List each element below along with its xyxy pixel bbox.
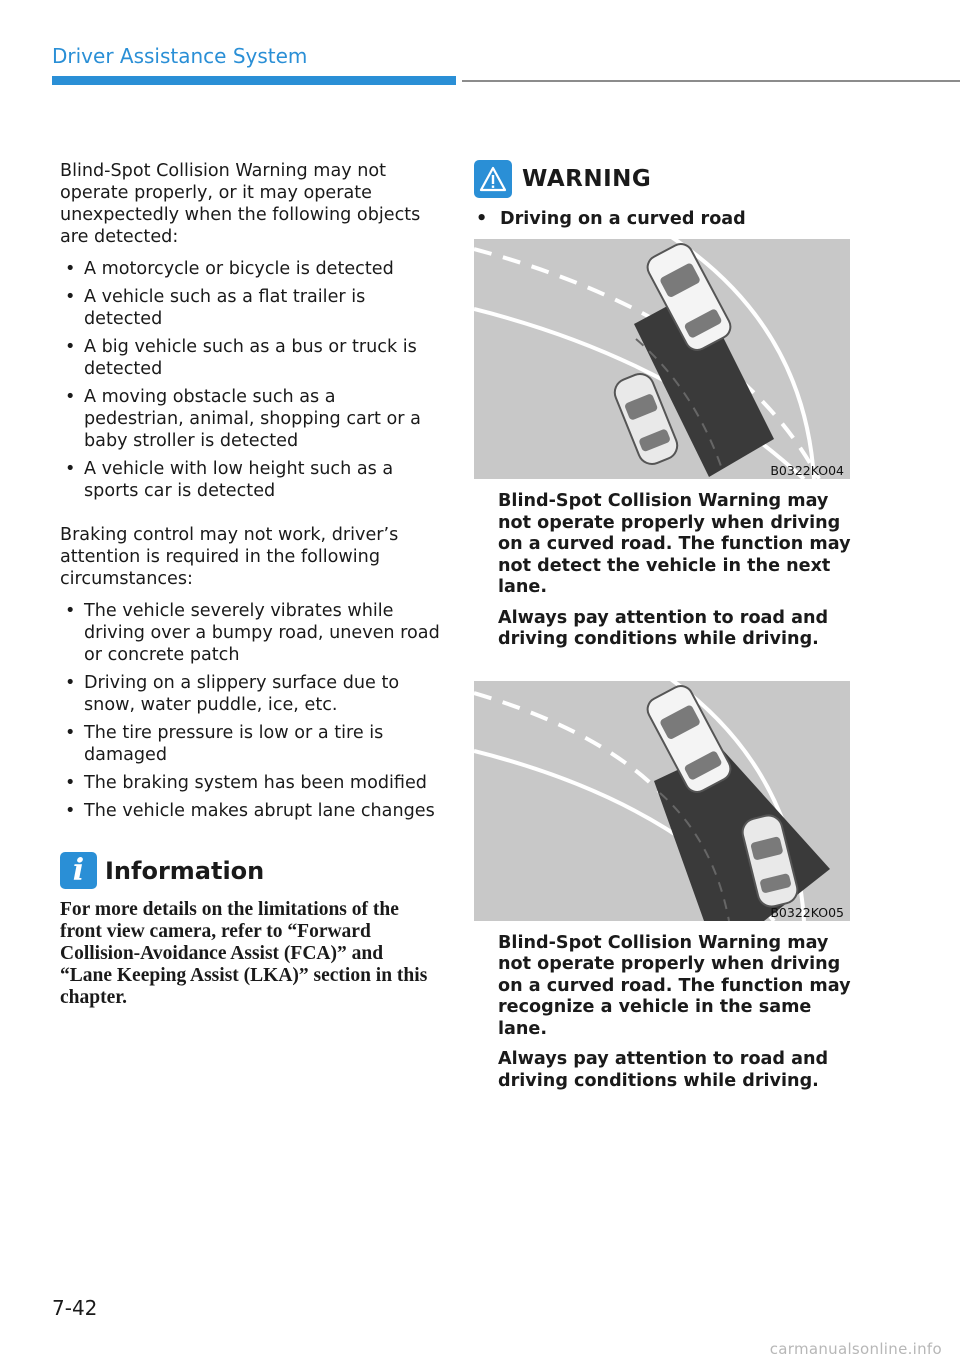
list-item: • A big vehicle such as a bus or truck is detected [60,336,440,380]
caption-text: Blind-Spot Collision Warning may not operate properly when driving on a curved road. The function may not detect the vehicle in the next lane. [498,491,851,597]
caption-text: Always pay attention to road and driving conditions while driving. [498,607,829,649]
warning-heading [474,160,852,198]
figure-caption [498,491,852,651]
page-number: 7-42 [52,1296,98,1320]
list-item: • A motorcycle or bicycle is detected [60,258,440,280]
figure-code: B0322KO05 [770,904,844,920]
figure-curved-road-next-lane [474,239,850,479]
information-body: For more details on the limitations of the front view camera, refer to “Forward Collision-Avoidance Assist (FCA)” and “Lane Keeping Assist (LKA)” section in this chapter. [60,899,428,1008]
list-item: • The vehicle makes abrupt lane changes [60,800,440,822]
caption-text: Blind-Spot Collision Warning may not operate properly when driving on a curved road. The function may recognize a vehicle in the same lane. [498,932,851,1039]
circumstances-list [60,600,440,822]
header-accent-bar [52,76,456,85]
list-item: • The tire pressure is low or a tire is damaged [60,722,440,766]
list-item: • A vehicle such as a flat trailer is detected [60,286,440,330]
caption-text: Always pay attention to road and driving conditions while driving. [498,1049,829,1091]
left-column [60,160,440,1009]
list-item: • The vehicle severely vibrates while driving over a bumpy road, uneven road or concrete patch [60,600,440,666]
section-title: Driver Assistance System [52,44,308,68]
intro-paragraph-2: Braking control may not work, driver’s attention is required in the following circumstances: [60,525,399,589]
header-rule [462,80,960,82]
figure-code: B0322KO04 [770,463,844,478]
information-title: Information [105,856,265,885]
right-column [474,160,852,1101]
figure-curved-road-same-lane [474,681,850,921]
curved-road-illustration [474,681,850,921]
curved-road-illustration [474,239,850,479]
figure-caption [498,933,852,1093]
intro-paragraph-1: Blind-Spot Collision Warning may not operate properly, or it may operate unexpectedly when the following objects are detected: [60,161,421,247]
info-icon: i [60,852,97,889]
list-item: • The braking system has been modified [60,772,440,794]
warning-bullet: • Driving on a curved road [474,208,852,230]
detected-objects-list [60,258,440,502]
list-item: • Driving on a slippery surface due to snow, water puddle, ice, etc. [60,672,440,716]
information-heading [60,852,440,889]
warning-triangle-icon [474,160,512,198]
warning-title: WARNING [522,166,652,192]
footer-watermark[interactable]: carmanualsonline.info [769,1340,942,1358]
list-item: • A moving obstacle such as a pedestrian, animal, shopping cart or a baby stroller is detected [60,386,440,452]
list-item: • A vehicle with low height such as a sports car is detected [60,458,440,502]
